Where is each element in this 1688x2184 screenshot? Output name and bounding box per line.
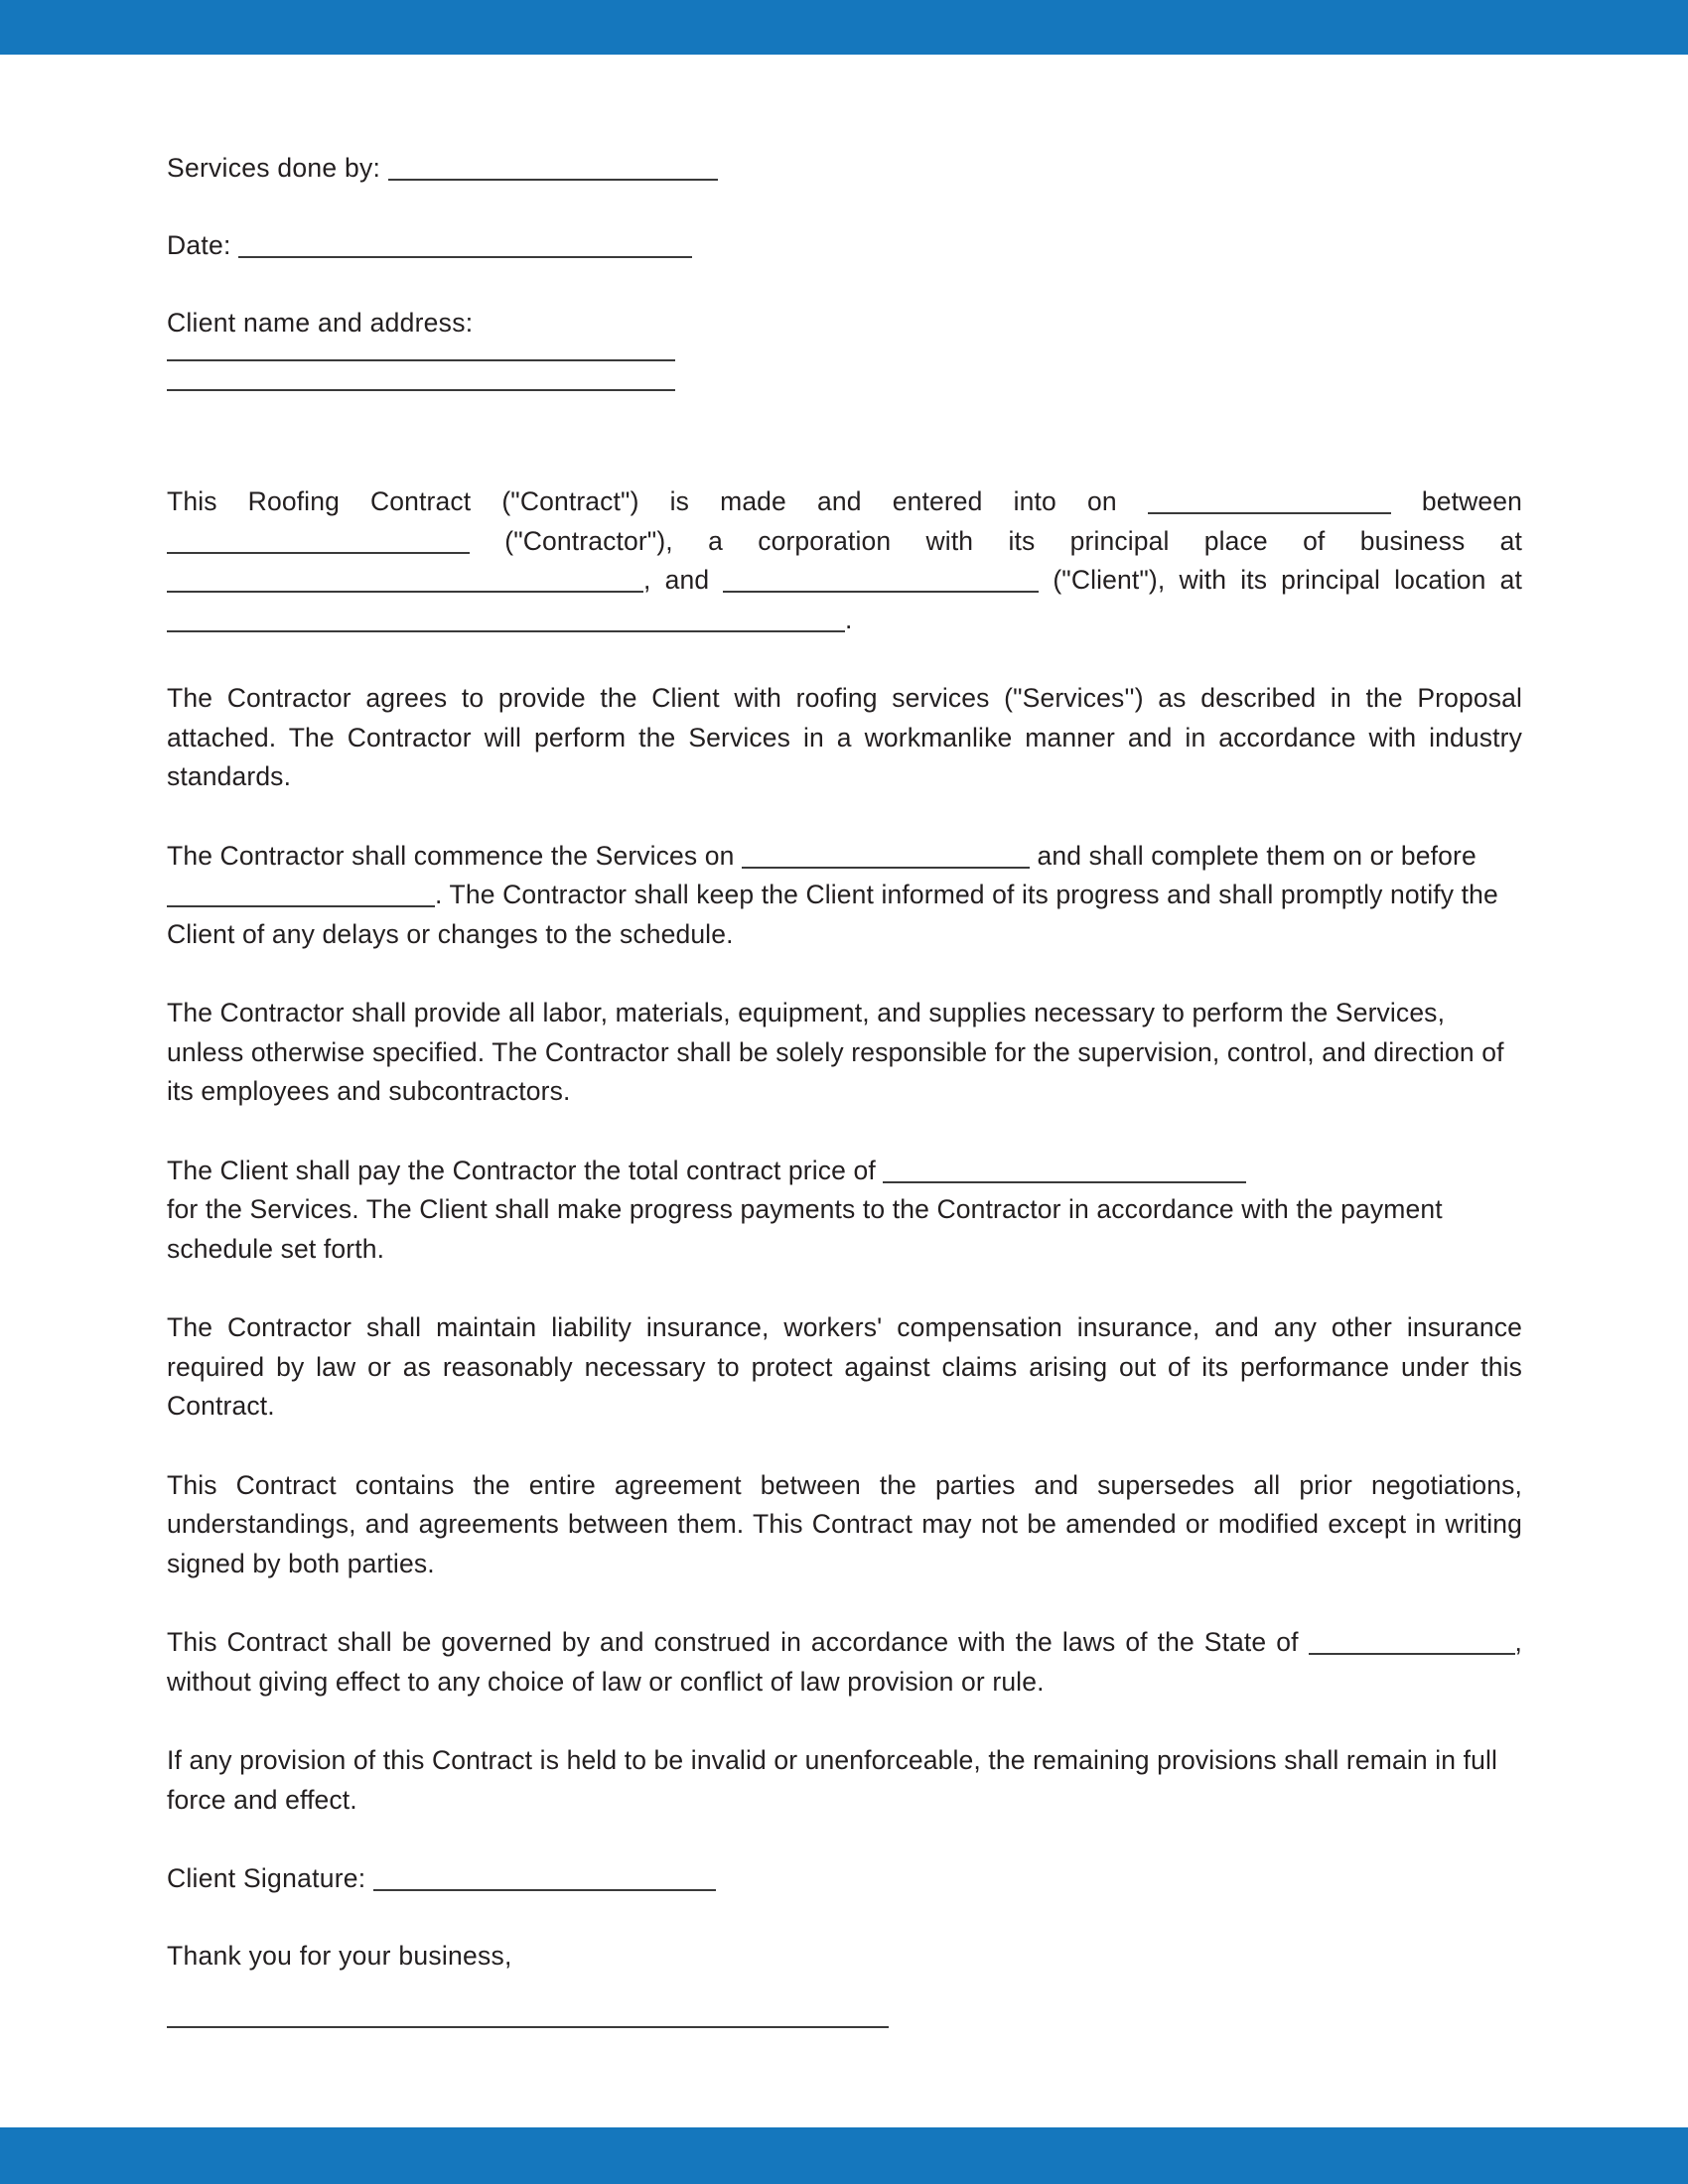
spacer [167,1112,1522,1152]
schedule-text-3: . The Contractor shall keep the Client informed of its progress and shall promptly notify the Client of any delays or changes to the schedule. [167,880,1498,949]
spacer [167,1427,1522,1466]
schedule-text-1: The Contractor shall commence the Services on [167,840,743,871]
intro-text-4: , and [643,565,724,595]
intro-text-5: ("Client"), with its principal location at [1039,565,1522,595]
spacer [167,797,1522,837]
spacer [167,187,1522,226]
intro-text-6: . [845,604,853,634]
payment-text-2: for the Services. The Client shall make progress payments to the Contractor in accordance with the payment schedule set forth. [167,1194,1443,1264]
schedule-text-2: and shall complete them on or before [1030,840,1477,871]
schedule-complete-blank[interactable] [167,883,435,907]
contractor-signature-line[interactable] [167,2026,889,2028]
field-client-signature-label: Client Signature: [167,1863,374,1893]
governing-law-text-1: This Contract shall be governed by and construed in accordance with the laws of the State of [167,1627,1309,1657]
intro-contractor-blank[interactable] [167,529,470,554]
footer-accent-bar [0,2127,1688,2184]
spacer [167,391,1522,482]
governing-law-text-2: , without giving effect to any choice of law or conflict of law provision or rule. [167,1627,1522,1697]
spacer [167,1702,1522,1741]
payment-price-blank[interactable] [883,1159,1246,1183]
paragraph-entire-agreement: This Contract contains the entire agreement between the parties and supersedes all prior negotiations, understandings, and agreements between them. This Contract may not be amended or modified except in writing signed by both parties. [167,1469,1522,1578]
schedule-commence-blank[interactable] [742,844,1030,869]
governing-law-state-blank[interactable] [1309,1630,1515,1655]
spacer [167,1269,1522,1308]
spacer [167,639,1522,679]
closing-text: Thank you for your business, [167,1941,512,1971]
paragraph-intro [167,482,1522,639]
intro-text-2: between [1390,486,1522,516]
intro-client-location-blank[interactable] [167,608,845,632]
header-accent-bar [0,0,1688,55]
paragraph-materials: The Contractor shall provide all labor, materials, equipment, and supplies necessary to perform the Services, unless otherwise specified. The Contractor shall be solely responsible for the supervision, control, and direction of its employees and subcontractors. [167,998,1504,1106]
document-body [167,149,1522,2028]
spacer [167,264,1522,304]
paragraph-insurance: The Contractor shall maintain liability insurance, workers' compensation insurance, and any other insurance required by law or as reasonably necessary to protect against claims arising out of its performance under this Contract. [167,1312,1522,1421]
field-services-done-by-blank[interactable] [388,156,718,181]
spacer [167,1583,1522,1623]
intro-text-1: This Roofing Contract ("Contract") is made and entered into on [167,486,1148,516]
field-services-done-by [167,149,1522,187]
field-services-done-by-label: Services done by: [167,153,388,183]
paragraph-governing-law [167,1623,1522,1702]
intro-text-3: ("Contractor"), a corporation with its principal place of business at [470,525,1522,556]
spacer [167,1897,1522,1937]
field-client-name-address-label: Client name and address: [167,308,474,338]
payment-text-1: The Client shall pay the Contractor the total contract price of [167,1155,884,1185]
paragraph-services: The Contractor agrees to provide the Client with roofing services ("Services'') as described in the Proposal attached. The Contractor will perform the Services in a workmanlike manner and in accordance with industry standards. [167,683,1522,791]
field-date-blank[interactable] [238,233,692,258]
field-client-signature-blank[interactable] [373,1866,716,1891]
field-client-signature [167,1859,1522,1897]
intro-date-blank[interactable] [1148,489,1391,514]
intro-contractor-address-blank[interactable] [167,568,643,593]
paragraph-schedule [167,837,1522,955]
spacer [167,954,1522,994]
field-date-label: Date: [167,230,239,260]
intro-client-blank[interactable] [723,568,1039,593]
spacer [167,1820,1522,1859]
field-date [167,226,1522,264]
paragraph-payment [167,1152,1522,1270]
paragraph-severability: If any provision of this Contract is held to be invalid or unenforceable, the remaining provisions shall remain in full force and effect. [167,1745,1497,1815]
